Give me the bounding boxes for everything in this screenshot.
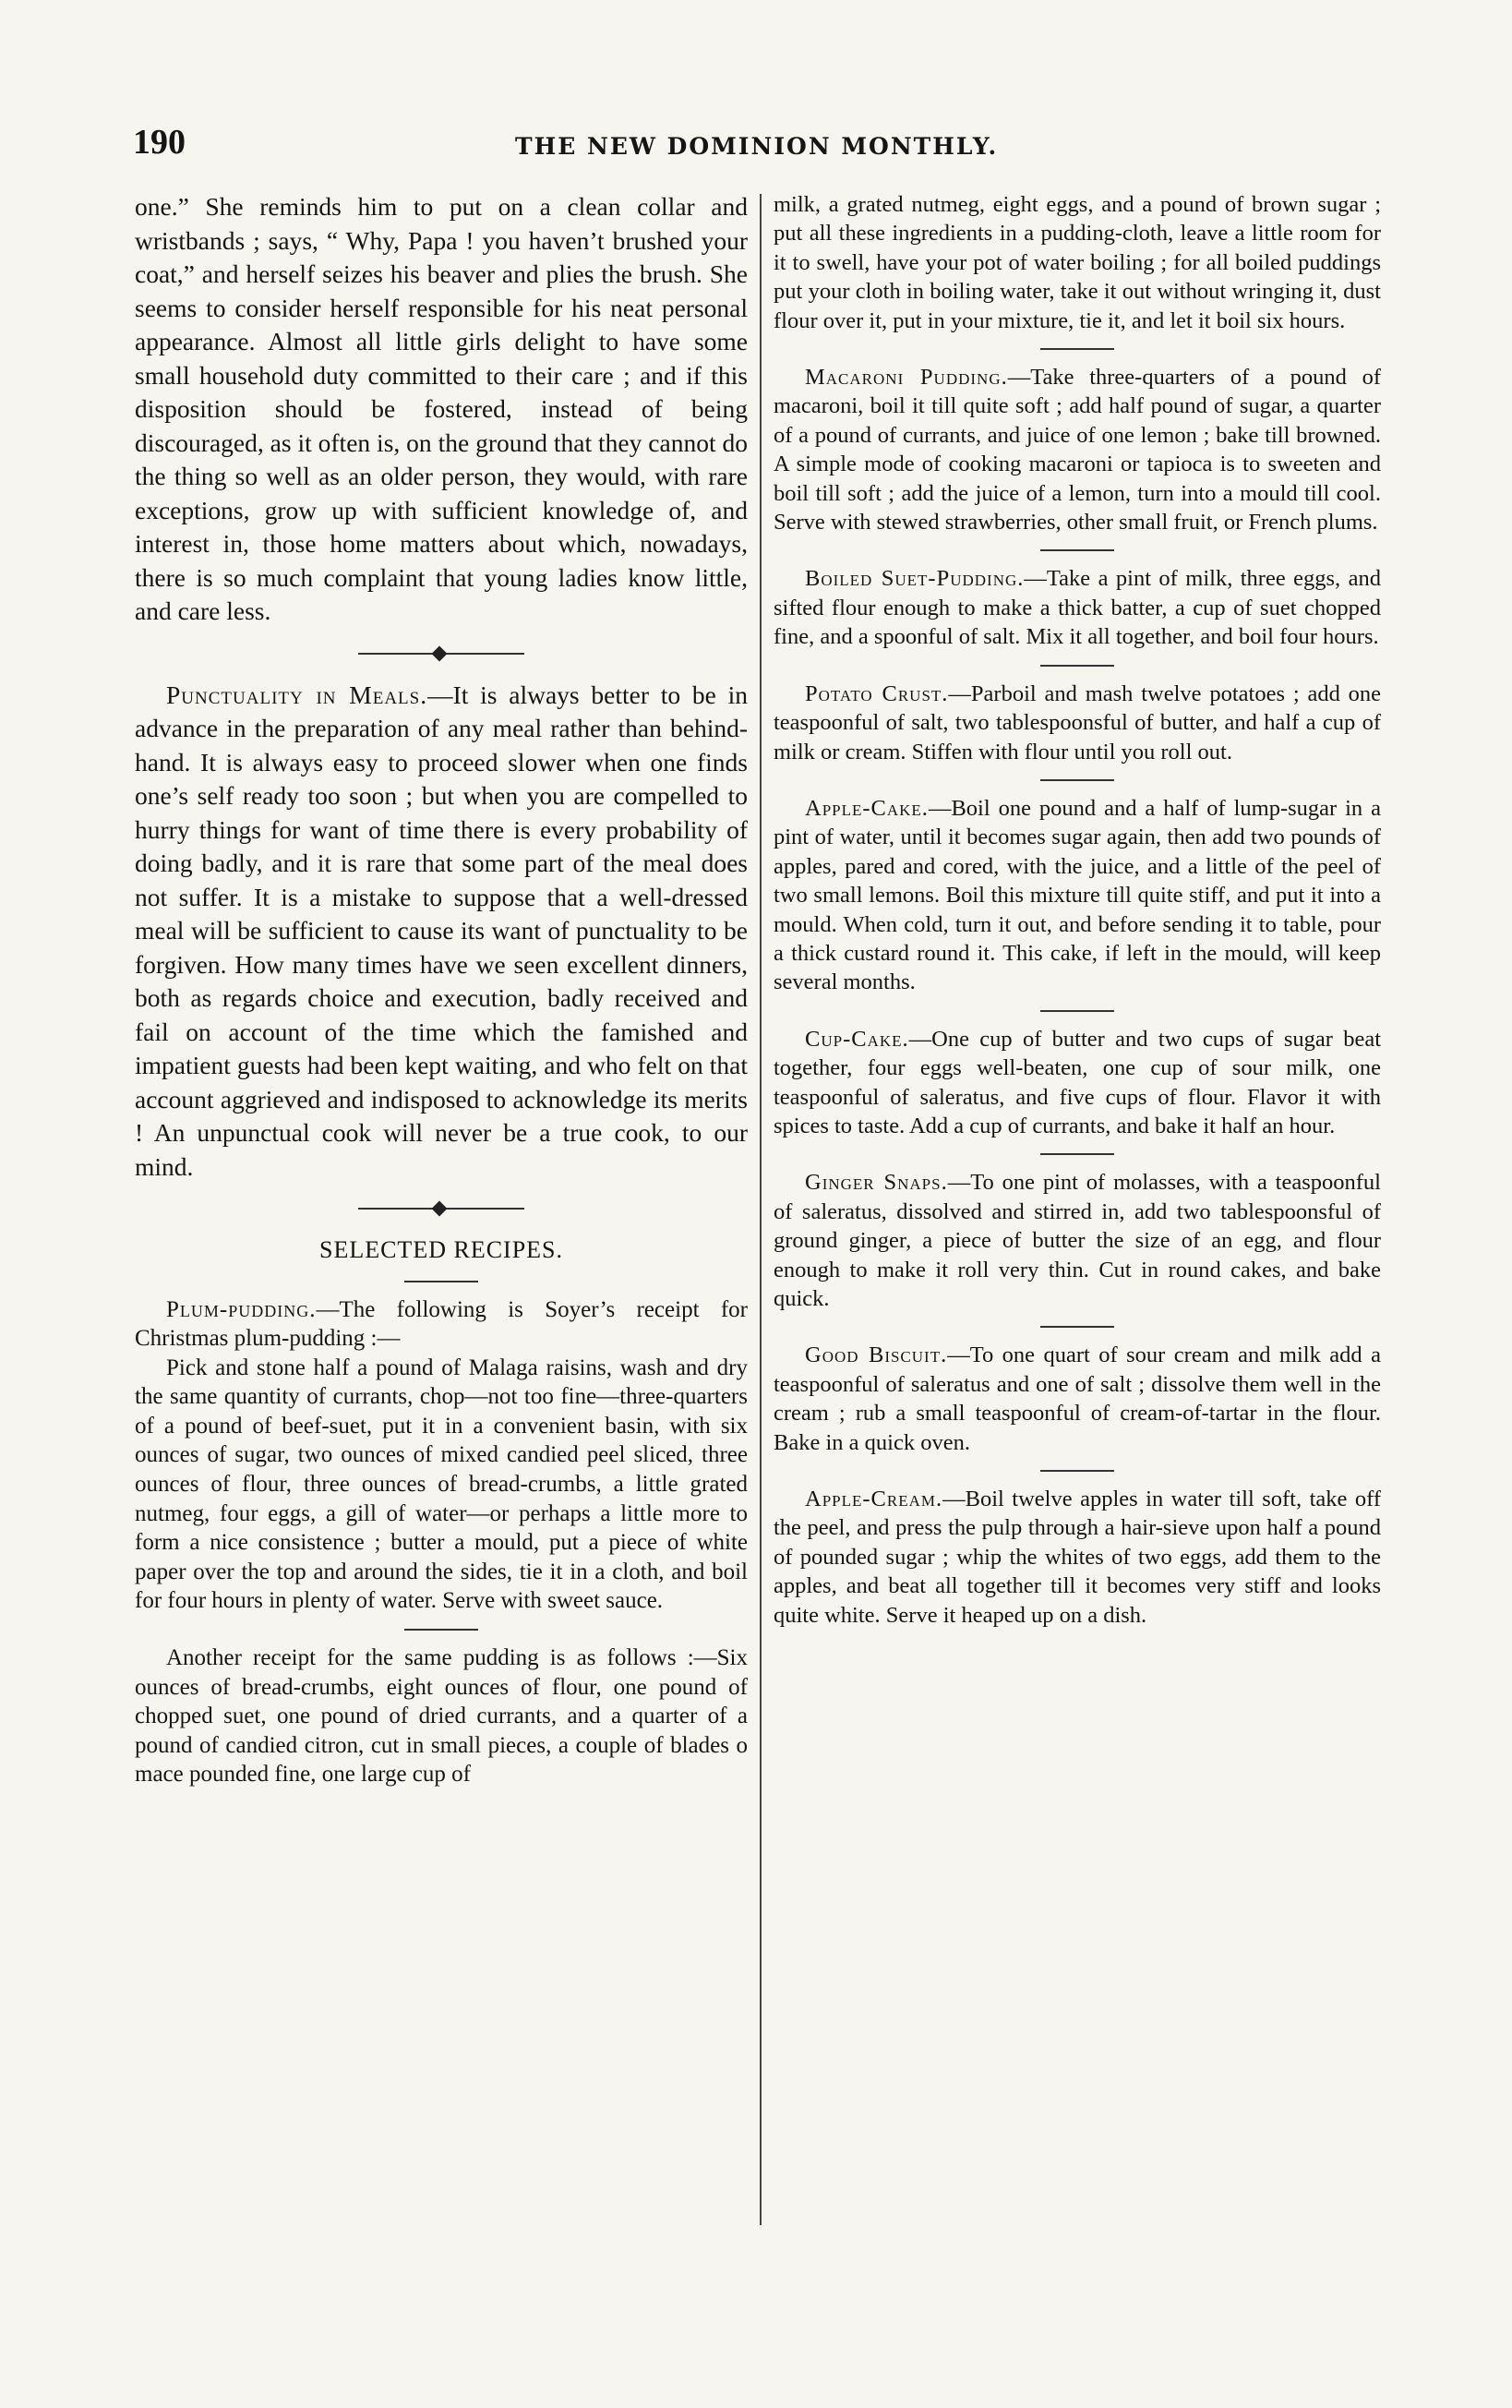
short-rule xyxy=(1040,779,1114,781)
recipe-body: —Boil twelve apples in water till soft, take off the peel, and press the pulp through a hair-sieve upon half a pound of pounded sugar ; whip the whites of two eggs, add them to the apples, and beat all together till it becomes very stiff and looks quite white. Serve it heaped up on a dish. xyxy=(774,1487,1381,1628)
plum-pudding-intro xyxy=(135,1295,748,1354)
running-head: THE NEW DOMINION MONTHLY. xyxy=(515,133,999,160)
short-rule xyxy=(1040,549,1114,551)
selected-recipes-heading: SELECTED RECIPES. xyxy=(318,1236,563,1263)
punctuality-title: Punctuality in Meals. xyxy=(166,680,428,709)
right-column xyxy=(774,190,1381,1630)
recipe-title: Apple-Cream. xyxy=(805,1487,943,1512)
another-receipt: Another receipt for the same pudding is as follows :—Six ounces of bread-crumbs, eight ounces of flour, one pound of chopped suet, one pound of dried currants, and a quarter of a pound of candied citron, cut in small pieces, a couple of blades o mace pounded fine, one large cup of xyxy=(135,1645,748,1788)
recipe-apple-cream xyxy=(774,1485,1381,1630)
recipe-ginger-snaps xyxy=(774,1168,1381,1313)
recipe-body: —Take a pint of milk, three eggs, and sifted flour enough to make a thick batter, a cup of suet chopped fine, and a spoonful of salt. Mix it all together, and boil four hours. xyxy=(774,566,1381,650)
recipe-cup-cake xyxy=(774,1025,1381,1141)
recipe-body: —Take three-quarters of a pound of macaroni, boil it till quite soft ; add half pound of sugar, a quarter of a pound of currants, and juice of one lemon ; bake till browned. A simple mode of cooking macaroni or tapioca is to sweeten and boil till soft ; add the juice of a lemon, turn into a mould till cool. Serve with stewed strawberries, other small fruit, or French plums. xyxy=(774,365,1381,536)
page-number: 190 xyxy=(133,123,186,162)
recipe-suet-pudding xyxy=(774,564,1381,651)
continuation-text: milk, a grated nutmeg, eight eggs, and a pound of brown sugar ; put all these ingredients in a pudding-cloth, leave a little room for it to swell, have your pot of water boiling ; for all boiled puddings put your cloth in boiling water, take it out without wringing it, dust flour over it, put in your mixture, tie it, and let it boil six hours. xyxy=(774,192,1381,333)
short-rule xyxy=(404,1629,478,1631)
recipe-title: Macaroni Pudding. xyxy=(805,365,1008,391)
punctuality-body: —It is always better to be in advance in the preparation of any meal rather than behind-hand. It is always easy to proceed slower when one finds one’s self ready too soon ; but when you are compelled to hurry things for want of time there is every probability of doing badly, and it is rare that some part of the meal does not suffer. It is a mistake to suppose that a well-dressed meal will be sufficient to cause its want of punctuality to be forgiven. How many times have we seen excellent dinners, both as regards choice and execution, badly received and fail on account of the time which the famished and impatient guests had been kept waiting, and who felt on that account aggrieved and indisposed to acknowledge its merits ! An unpunctual cook will never be a true cook, to our mind. xyxy=(135,680,748,1181)
recipe-potato-crust xyxy=(774,680,1381,766)
recipe-title: Good Biscuit. xyxy=(805,1342,948,1368)
recipe-body: —To one quart of sour cream and milk add a teaspoonful of saleratus and one of salt ; dissolve them well in the cream ; rub a small teaspoonful of cream-of-tartar in the flour. Bake in a quick oven. xyxy=(774,1342,1381,1455)
column-divider xyxy=(760,194,762,2225)
plum-pudding-title: Plum-pudding. xyxy=(166,1296,317,1322)
plum-pudding-body: Pick and stone half a pound of Malaga raisins, wash and dry the same quantity of currants, chop—not too fine—three-quarters of a pound of beef-suet, put it in a convenient basin, with six ounces of sugar, two ounces of mixed candied peel sliced, three ounces of flour, three ounces of bread-crumbs, a little grated nutmeg, four eggs, a gill of water—or perhaps a little more to form a nice consistence ; butter a mould, put a piece of white paper over the top and around the sides, tie it in a cloth, and boil for four hours in plenty of water. Serve with sweet sauce. xyxy=(135,1354,748,1614)
paragraph-girls-duty: one.” She reminds him to put on a clean collar and wristbands ; says, “ Why, Papa ! you haven’t brushed your coat,” and herself seizes his beaver and plies the brush. She seems to consider herself responsible for his neat personal appearance. Almost all little girls delight to have some small household duty committed to their care ; and if this disposition should be fostered, instead of being discouraged, as it often is, on the ground that they cannot do the thing so well as an older person, they would, with rare exceptions, grow up with sufficient knowledge of, and interest in, those home matters about which, nowadays, there is so much complaint that young ladies know little, and care less. xyxy=(135,192,748,625)
short-rule xyxy=(404,1281,478,1282)
recipe-title: Potato Crust. xyxy=(805,680,949,706)
recipe-body: —One cup of butter and two cups of sugar beat together, four eggs well-beaten, one cup of sour milk, one teaspoonful of saleratus, and five cups of flour. Flavor it with spices to taste. Add a cup of currants, and bake it half an hour. xyxy=(774,1026,1381,1138)
page-header xyxy=(127,122,1401,168)
recipe-good-biscuit xyxy=(774,1341,1381,1457)
recipe-body: —To one pint of molasses, with a teaspoonful of saleratus, dissolved and stirred in, add two tablespoonsful of ground ginger, a piece of butter the size of an egg, and flour enough to make it roll very thin. Cut in round cakes, and bake quick. xyxy=(774,1170,1381,1311)
recipe-body: —Boil one pound and a half of lump-sugar in a pint of water, until it becomes sugar again, then add two pounds of apples, pared and cored, with the juice, and a little of the peel of two small lemons. Boil this mixture till quite stiff, and put it into a mould. When cold, turn it out, and before sending it to table, pour a thick custard round it. This cake, if left in the mould, will keep several months. xyxy=(774,795,1381,995)
recipe-title: Boiled Suet-Pudding. xyxy=(805,566,1025,592)
left-column xyxy=(135,190,748,1789)
recipe-title: Apple-Cake. xyxy=(805,795,929,821)
plum-pudding-intro-text: —The following is Soyer’s receipt for Christmas plum-pudding :— xyxy=(135,1296,748,1352)
short-rule xyxy=(1040,1326,1114,1328)
short-rule xyxy=(1040,1010,1114,1012)
recipe-body: —Parboil and mash twelve potatoes ; add one teaspoonful of salt, two tablespoonsful of butter, and half a cup of milk or cream. Stiffen with flour until you roll out. xyxy=(774,680,1382,765)
recipe-apple-cake xyxy=(774,794,1381,997)
short-rule xyxy=(1040,348,1114,350)
short-rule xyxy=(1040,665,1114,667)
punctuality-article xyxy=(135,679,748,1185)
recipe-title: Cup-Cake. xyxy=(805,1026,909,1052)
plum-pudding-recipes xyxy=(135,1295,748,1790)
short-rule xyxy=(1040,1470,1114,1472)
ornament-rule xyxy=(358,1208,524,1210)
ornament-rule xyxy=(358,653,524,655)
recipe-title: Ginger Snaps. xyxy=(805,1170,948,1196)
recipe-macaroni xyxy=(774,363,1381,536)
short-rule xyxy=(1040,1153,1114,1155)
